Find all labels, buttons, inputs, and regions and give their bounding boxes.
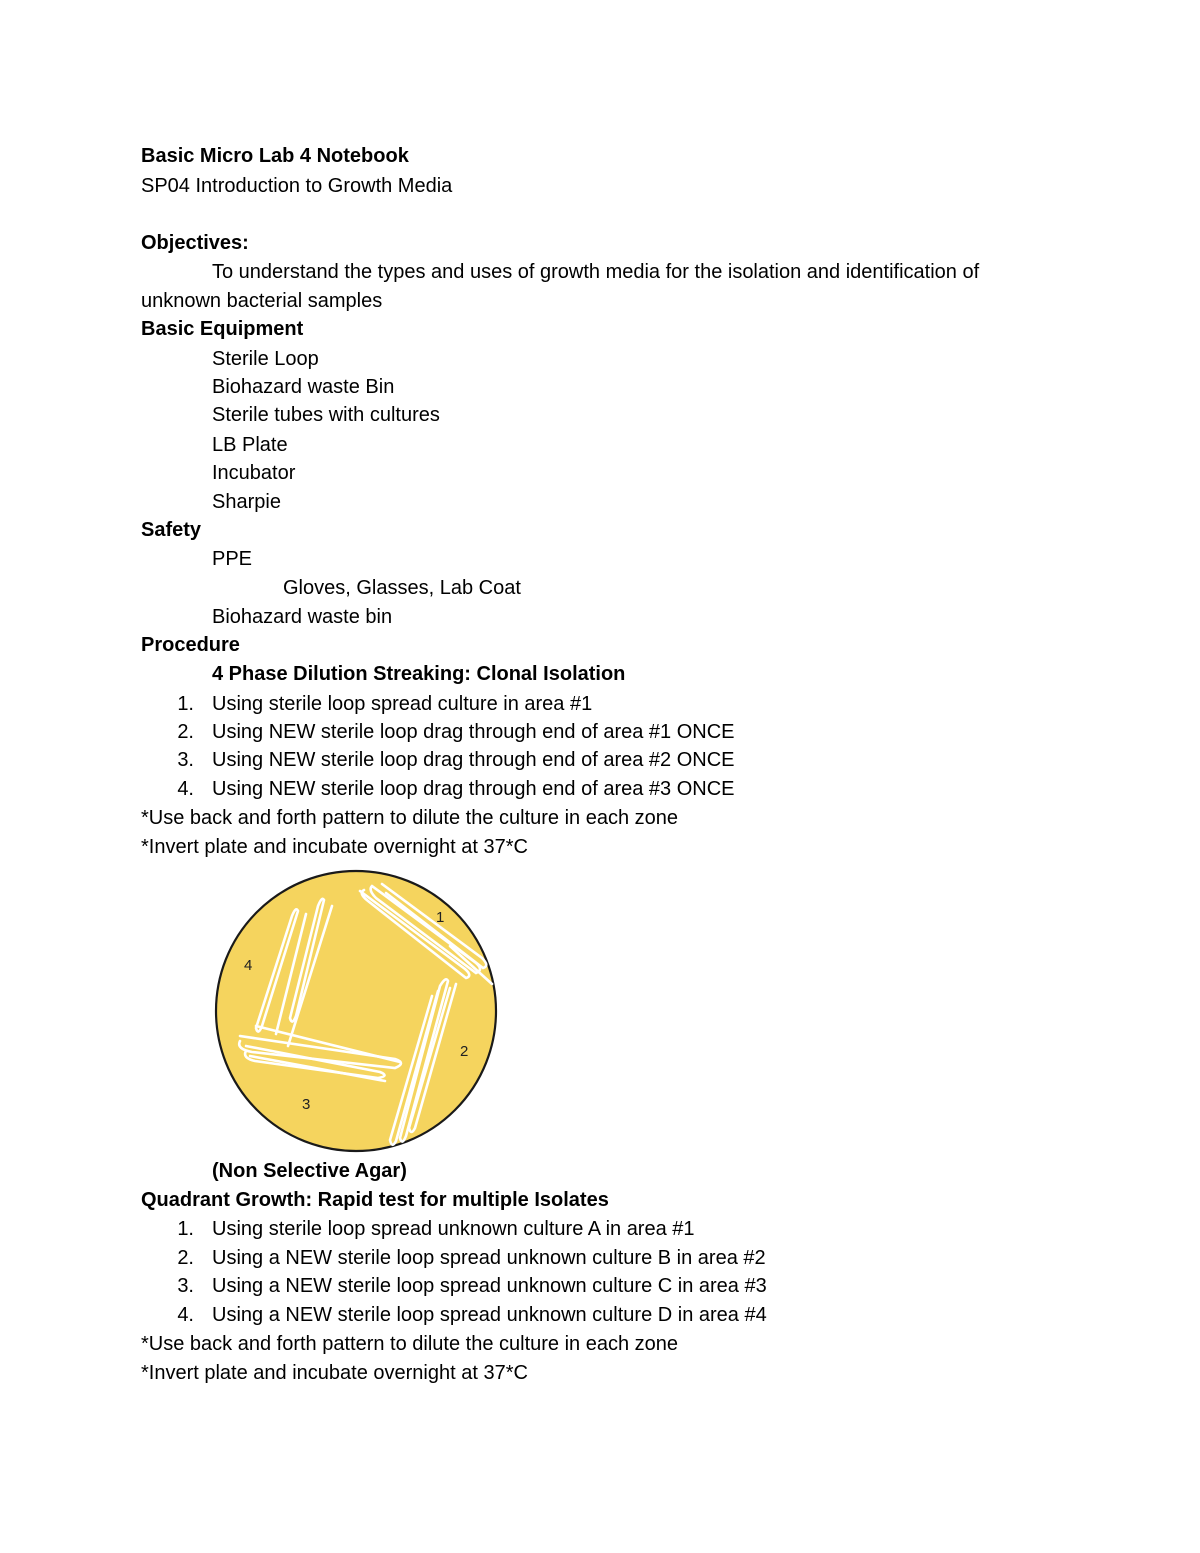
equipment-item: Sterile Loop <box>212 348 319 370</box>
equipment-item: Sterile tubes with cultures <box>212 404 440 426</box>
objectives-text-line2: unknown bacterial samples <box>141 290 383 312</box>
list-text: Using a NEW sterile loop spread unknown culture B in area #2 <box>212 1247 766 1269</box>
list-number: 1. <box>177 1218 194 1240</box>
objectives-text-line1: To understand the types and uses of growth media for the isolation and identification of <box>212 261 980 283</box>
quadrant-note-pattern: *Use back and forth pattern to dilute the culture in each zone <box>141 1333 679 1355</box>
quadrant-note-incubate: *Invert plate and incubate overnight at 37*C <box>141 1362 528 1384</box>
equipment-item: Biohazard waste Bin <box>212 376 395 398</box>
zone-label-4: 4 <box>244 957 253 974</box>
list-number: 4. <box>177 778 194 800</box>
agar-plate <box>216 871 496 1151</box>
safety-ppe: PPE <box>212 548 253 570</box>
objectives-heading: Objectives: <box>141 232 249 254</box>
streak-note-incubate: *Invert plate and incubate overnight at 37*C <box>141 836 528 858</box>
list-number: 3. <box>177 1275 194 1297</box>
list-text: Using NEW sterile loop drag through end of area #3 ONCE <box>212 778 735 800</box>
list-number: 4. <box>177 1304 194 1326</box>
procedure-heading: Procedure <box>141 634 240 656</box>
equipment-item: Incubator <box>212 462 296 484</box>
safety-heading: Safety <box>141 519 202 541</box>
quadrant-heading: Quadrant Growth: Rapid test for multiple Isolates <box>141 1189 609 1211</box>
safety-ppe-items: Gloves, Glasses, Lab Coat <box>283 577 521 599</box>
document-subtitle: SP04 Introduction to Growth Media <box>141 175 453 197</box>
document-title: Basic Micro Lab 4 Notebook <box>141 145 409 167</box>
zone-label-1: 1 <box>436 909 445 926</box>
list-text: Using sterile loop spread unknown culture A in area #1 <box>212 1218 695 1240</box>
list-text: Using a NEW sterile loop spread unknown culture C in area #3 <box>212 1275 767 1297</box>
zone-label-3: 3 <box>302 1096 311 1113</box>
safety-biohazard-bin: Biohazard waste bin <box>212 606 393 628</box>
equipment-item: Sharpie <box>212 491 281 513</box>
list-number: 3. <box>177 749 194 771</box>
list-text: Using NEW sterile loop drag through end of area #1 ONCE <box>212 721 735 743</box>
list-text: Using a NEW sterile loop spread unknown culture D in area #4 <box>212 1304 767 1326</box>
equipment-heading: Basic Equipment <box>141 318 304 340</box>
streak-heading: 4 Phase Dilution Streaking: Clonal Isolation <box>212 663 626 685</box>
list-number: 2. <box>177 721 194 743</box>
list-number: 1. <box>177 693 194 715</box>
list-text: Using NEW sterile loop drag through end of area #2 ONCE <box>212 749 735 771</box>
zone-label-2: 2 <box>460 1043 469 1060</box>
list-number: 2. <box>177 1247 194 1269</box>
streak-note-pattern: *Use back and forth pattern to dilute the culture in each zone <box>141 807 679 829</box>
petri-dish-streak-diagram <box>210 866 510 1156</box>
list-text: Using sterile loop spread culture in area #1 <box>212 693 593 715</box>
figure-caption: (Non Selective Agar) <box>212 1160 407 1182</box>
equipment-item: LB Plate <box>212 434 288 456</box>
